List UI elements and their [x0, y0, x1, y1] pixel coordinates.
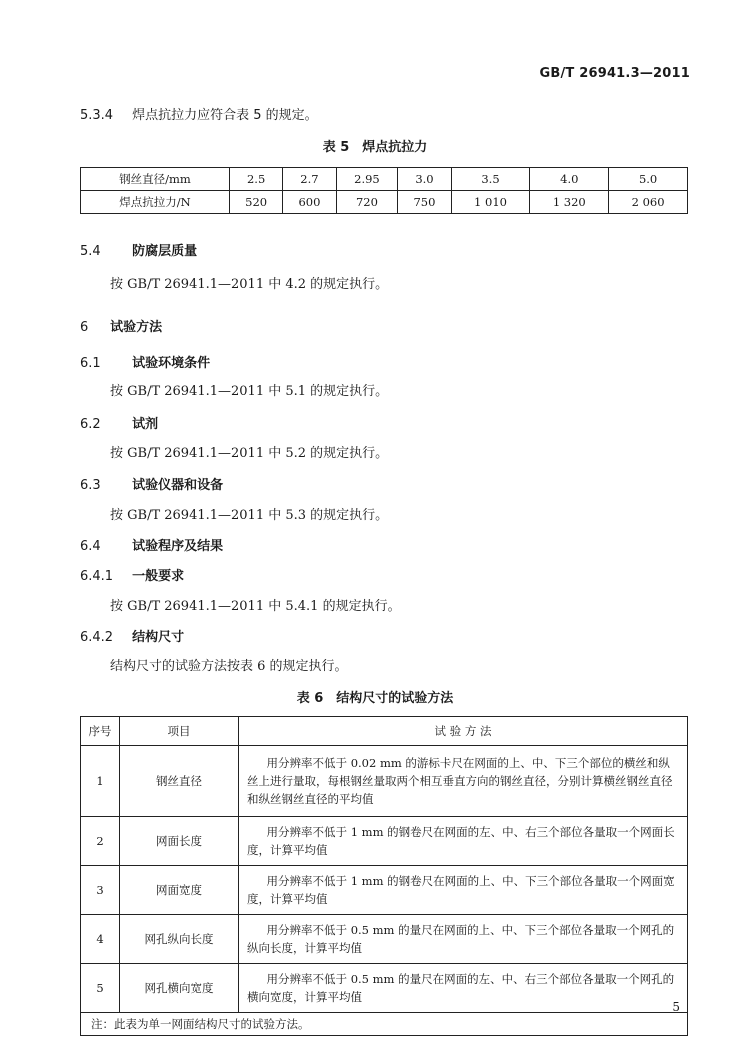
table-row [81, 168, 688, 191]
clause-5-3-4 [80, 104, 318, 123]
section-number: 5.4 [80, 244, 101, 259]
section-body: 按 GB/T 26941.1—2011 中 5.1 的规定执行。 [110, 384, 389, 399]
clause-text: 焊点抗拉力应符合表 5 的规定。 [132, 108, 318, 123]
standard-header: GB/T 26941.3—2011 [539, 66, 690, 81]
section-6-4-2 [80, 626, 184, 645]
column-header: 序号 [81, 717, 120, 746]
section-title: 一般要求 [132, 569, 185, 584]
table-cell: 4.0 [530, 168, 609, 191]
section-body: 按 GB/T 26941.1—2011 中 4.2 的规定执行。 [110, 277, 389, 292]
row-method: 用分辨率不低于 0.5 mm 的量尺在网面的左、中、右三个部位各量取一个网孔的横向宽度，计算平均值 [239, 964, 688, 1013]
row-header-diameter: 钢丝直径/mm [81, 168, 230, 191]
table-cell: 2 060 [609, 191, 688, 214]
section-title: 结构尺寸 [132, 630, 185, 645]
table5-caption: 表 5 焊点抗拉力 [322, 140, 428, 155]
column-header: 试 验 方 法 [239, 717, 688, 746]
row-method: 用分辨率不低于 0.5 mm 的量尺在网面的上、中、下三个部位各量取一个网孔的纵向长度，计算平均值 [239, 915, 688, 964]
section-number: 6.4.1 [80, 569, 114, 584]
table-cell: 5.0 [609, 168, 688, 191]
row-item: 网面宽度 [120, 866, 239, 915]
table-note: 注：此表为单一网面结构尺寸的试验方法。 [81, 1013, 688, 1036]
section-6-4 [80, 535, 223, 554]
column-header: 项目 [120, 717, 239, 746]
row-number: 2 [81, 817, 120, 866]
row-header-force: 焊点抗拉力/N [81, 191, 230, 214]
row-number: 4 [81, 915, 120, 964]
row-method: 用分辨率不低于 1 mm 的钢卷尺在网面的左、中、右三个部位各量取一个网面长度，计算平均值 [239, 817, 688, 866]
row-number: 3 [81, 866, 120, 915]
section-number: 6.2 [80, 417, 101, 432]
section-6-1 [80, 352, 210, 371]
table-cell: 2.95 [336, 168, 398, 191]
table-cell: 750 [398, 191, 451, 214]
table-cell: 520 [230, 191, 283, 214]
section-title: 试验仪器和设备 [132, 478, 224, 493]
table-row [81, 964, 688, 1013]
section-6-2 [80, 413, 158, 432]
weld-strength-table [80, 167, 688, 214]
section-title: 防腐层质量 [132, 244, 198, 259]
table-cell: 600 [283, 191, 336, 214]
row-item: 网孔纵向长度 [120, 915, 239, 964]
section-title: 试验程序及结果 [132, 539, 224, 554]
row-method: 用分辨率不低于 1 mm 的钢卷尺在网面的上、中、下三个部位各量取一个网面宽度，计算平均值 [239, 866, 688, 915]
table-cell: 1 320 [530, 191, 609, 214]
table-cell: 2.5 [230, 168, 283, 191]
page-number: 5 [672, 1000, 680, 1014]
table-row [81, 191, 688, 214]
section-title: 试验方法 [110, 320, 163, 335]
table-cell: 2.7 [283, 168, 336, 191]
section-body: 按 GB/T 26941.1—2011 中 5.2 的规定执行。 [110, 446, 389, 461]
row-item: 网孔横向宽度 [120, 964, 239, 1013]
table-row [81, 915, 688, 964]
row-number: 5 [81, 964, 120, 1013]
table-row [81, 817, 688, 866]
section-title: 试剂 [132, 417, 159, 432]
table-row [81, 866, 688, 915]
table-note-row [81, 1013, 688, 1036]
row-item: 网面长度 [120, 817, 239, 866]
section-number: 6.3 [80, 478, 101, 493]
section-number: 6.4.2 [80, 630, 114, 645]
table-cell: 720 [336, 191, 398, 214]
row-number: 1 [81, 746, 120, 817]
section-number: 6.1 [80, 356, 101, 371]
section-6-3 [80, 474, 223, 493]
table-cell: 3.0 [398, 168, 451, 191]
section-body: 按 GB/T 26941.1—2011 中 5.4.1 的规定执行。 [110, 599, 401, 614]
section-number: 6 [80, 320, 89, 335]
table6-caption: 表 6 结构尺寸的试验方法 [296, 691, 454, 706]
table-header-row [81, 717, 688, 746]
section-5-4 [80, 240, 197, 259]
section-body: 结构尺寸的试验方法按表 6 的规定执行。 [110, 659, 348, 674]
section-6 [80, 316, 162, 335]
section-number: 6.4 [80, 539, 101, 554]
test-method-table [80, 716, 688, 1036]
clause-number: 5.3.4 [80, 108, 114, 123]
row-item: 钢丝直径 [120, 746, 239, 817]
section-title: 试验环境条件 [132, 356, 211, 371]
table-cell: 1 010 [451, 191, 530, 214]
section-6-4-1 [80, 565, 184, 584]
row-method: 用分辨率不低于 0.02 mm 的游标卡尺在网面的上、中、下三个部位的横丝和纵丝上进行量取，每根钢丝量取两个相互垂直方向的钢丝直径，分别计算横丝钢丝直径和纵丝钢丝直径的平均值 [239, 746, 688, 817]
table-cell: 3.5 [451, 168, 530, 191]
table-row [81, 746, 688, 817]
section-body: 按 GB/T 26941.1—2011 中 5.3 的规定执行。 [110, 508, 389, 523]
